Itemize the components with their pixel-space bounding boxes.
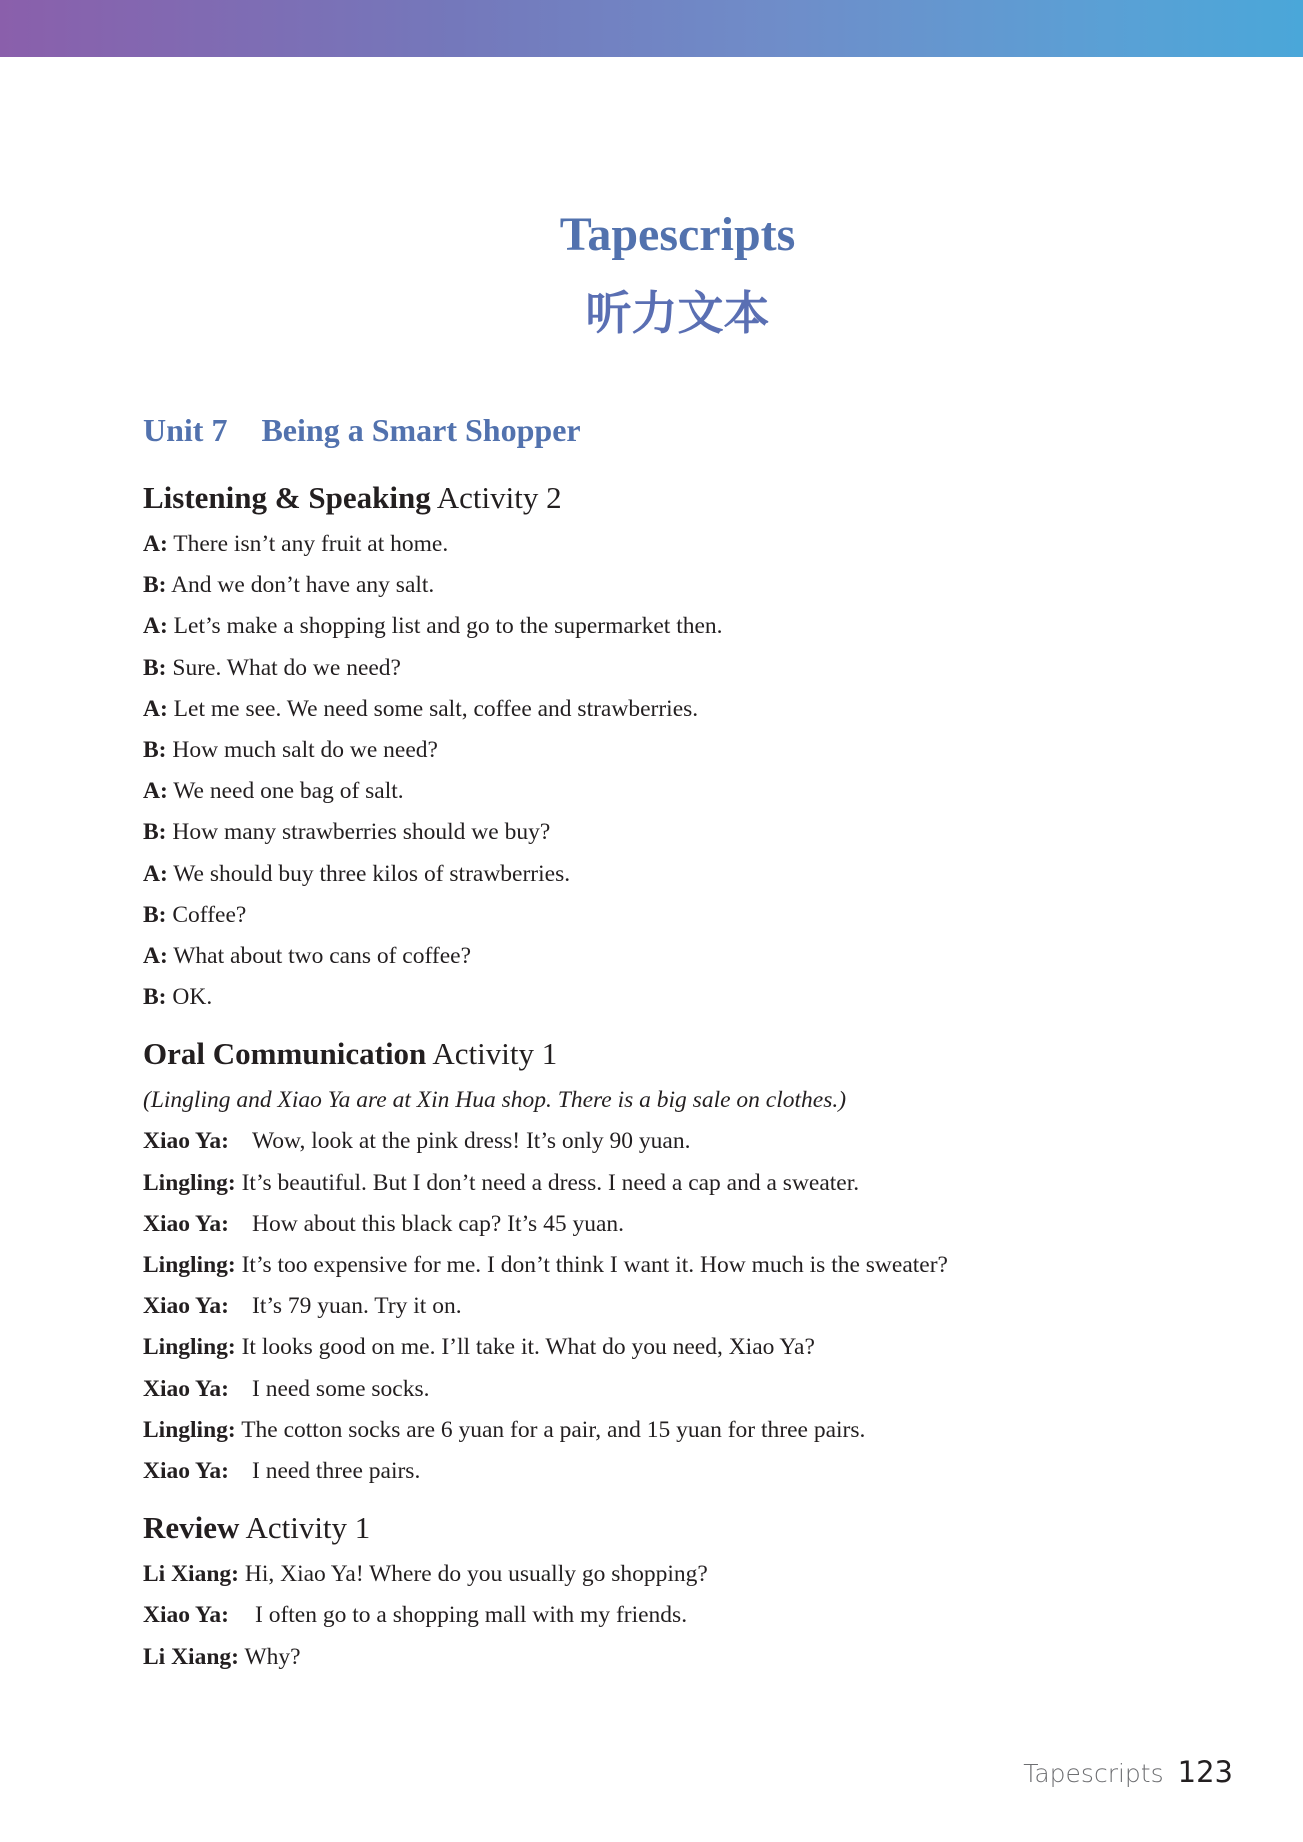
dialogue-line: Lingling: It’s beautiful. But I don’t need a dress. I need a cap and a sweater.	[143, 1169, 860, 1196]
dialogue-line: Lingling: It looks good on me. I’ll take it. What do you need, Xiao Ya?	[143, 1334, 815, 1361]
dialogue-line: Xiao Ya: I need three pairs.	[143, 1457, 421, 1484]
dialogue-line: B: And we don’t have any salt.	[143, 572, 435, 599]
dialogue-line: A: Let me see. We need some salt, coffee and strawberries.	[143, 695, 699, 722]
tapescript-content	[143, 405, 1243, 1678]
dialogue-line: Xiao Ya: I often go to a shopping mall with my friends.	[143, 1602, 688, 1629]
section-review	[143, 1502, 1243, 1678]
section-oral-communication	[143, 1028, 1243, 1492]
dialogue-line: B: Coffee?	[143, 901, 247, 928]
stage-direction: (Lingling and Xiao Ya are at Xin Hua shop. There is a big sale on clothes.)	[143, 1087, 847, 1114]
dialogue-line: B: How many strawberries should we buy?	[143, 819, 551, 846]
dialogue-line: B: Sure. What do we need?	[143, 654, 401, 681]
dialogue-line: Li Xiang: Hi, Xiao Ya! Where do you usually go shopping?	[143, 1561, 708, 1588]
header-gradient-bar	[0, 0, 1303, 57]
dialogue-line: A: We should buy three kilos of strawberries.	[143, 860, 571, 887]
section-listening-speaking	[143, 472, 1243, 1018]
page-footer	[1023, 1752, 1233, 1792]
dialogue-line: Xiao Ya: How about this black cap? It’s 45 yuan.	[143, 1210, 624, 1237]
page-title-chinese: 听力文本	[585, 286, 770, 340]
dialogue-line: Xiao Ya: It’s 79 yuan. Try it on.	[143, 1293, 462, 1320]
dialogue-line: Lingling: The cotton socks are 6 yuan for a pair, and 15 yuan for three pairs.	[143, 1416, 866, 1443]
section-heading: Oral Communication Activity 1	[143, 1036, 558, 1072]
footer-label: Tapescripts	[1023, 1759, 1164, 1788]
page-number: 123	[1177, 1755, 1233, 1789]
unit-title: Being a Smart Shopper	[261, 412, 581, 448]
section-heading: Listening & Speaking Activity 2	[143, 480, 562, 515]
dialogue-line: A: Let’s make a shopping list and go to the supermarket then.	[143, 613, 723, 640]
dialogue-line: B: How much salt do we need?	[143, 736, 438, 763]
dialogue-line: A: What about two cans of coffee?	[143, 942, 472, 969]
unit-number: Unit 7	[143, 412, 228, 448]
dialogue-line: Li Xiang: Why?	[143, 1643, 301, 1670]
section-heading: Review Activity 1	[143, 1510, 371, 1546]
dialogue-line: Xiao Ya: Wow, look at the pink dress! It’s only 90 yuan.	[143, 1128, 691, 1155]
dialogue-line: Lingling: It’s too expensive for me. I don’t think I want it. How much is the sweater?	[143, 1252, 948, 1278]
unit-heading	[143, 405, 1243, 455]
dialogue-line: Xiao Ya: I need some socks.	[143, 1375, 430, 1402]
page-title: Tapescripts	[559, 208, 796, 261]
dialogue-line: B: OK.	[143, 984, 213, 1011]
dialogue-line: A: There isn’t any fruit at home.	[143, 531, 449, 557]
dialogue-line: A: We need one bag of salt.	[143, 778, 404, 805]
